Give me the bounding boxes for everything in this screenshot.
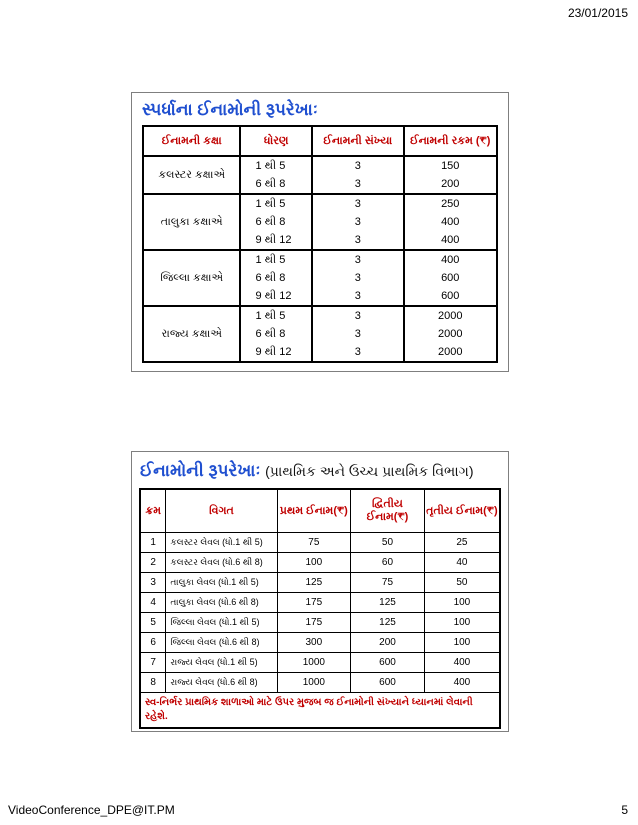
third-prize-cell: 50: [424, 573, 500, 593]
col-header-level: ઈનામની કક્ષા: [143, 126, 240, 156]
second-prize-cell: 125: [351, 613, 425, 633]
amount-cell: 400: [404, 250, 498, 269]
col-header-standard: ધોરણ: [240, 126, 312, 156]
col-header-serial: ક્રમ: [140, 489, 166, 533]
table-row: [143, 194, 497, 213]
count-cell: 3: [312, 194, 404, 213]
col-header-amount: ઈનામની રકમ (₹): [404, 126, 498, 156]
standard-cell: 9 થી 12: [240, 343, 312, 362]
standard-cell: 1 થી 5: [240, 156, 312, 175]
amount-cell: 600: [404, 287, 498, 306]
second-prize-cell: 600: [351, 653, 425, 673]
amount-cell: 400: [404, 213, 498, 231]
standard-cell: 1 થી 5: [240, 194, 312, 213]
amount-cell: 2000: [404, 343, 498, 362]
detail-cell: જિલ્લા લેવલ (ધો.1 થી 5): [166, 613, 277, 633]
count-cell: 3: [312, 325, 404, 343]
detail-cell: તાલુકા લેવલ (ધો.6 થી 8): [166, 593, 277, 613]
count-cell: 3: [312, 287, 404, 306]
standard-cell: 1 થી 5: [240, 306, 312, 325]
first-prize-cell: 1000: [277, 673, 351, 693]
count-cell: 3: [312, 306, 404, 325]
first-prize-cell: 1000: [277, 653, 351, 673]
detail-cell: રાજ્ય લેવલ (ધો.6 થી 8): [166, 673, 277, 693]
table-row: [140, 653, 500, 673]
count-cell: 3: [312, 343, 404, 362]
amount-cell: 2000: [404, 306, 498, 325]
serial-cell: 6: [140, 633, 166, 653]
table-row: [143, 306, 497, 325]
competition-prize-table: [142, 125, 498, 363]
level-cell: રાજ્ય કક્ષાએ: [143, 306, 240, 362]
level-cell: જિલ્લા કક્ષાએ: [143, 250, 240, 306]
count-cell: 3: [312, 250, 404, 269]
second-prize-cell: 60: [351, 553, 425, 573]
detail-cell: કલસ્ટર લેવલ (ધો.1 થી 5): [166, 533, 277, 553]
count-cell: 3: [312, 269, 404, 287]
count-cell: 3: [312, 175, 404, 194]
serial-cell: 1: [140, 533, 166, 553]
amount-cell: 250: [404, 194, 498, 213]
slide-competition-prizes: [131, 92, 509, 372]
first-prize-cell: 125: [277, 573, 351, 593]
first-prize-cell: 175: [277, 613, 351, 633]
detail-cell: રાજ્ય લેવલ (ધો.1 થી 5): [166, 653, 277, 673]
second-prize-cell: 125: [351, 593, 425, 613]
second-prize-cell: 75: [351, 573, 425, 593]
table-row: [140, 553, 500, 573]
table-row: [143, 250, 497, 269]
serial-cell: 8: [140, 673, 166, 693]
col-header-second: દ્વિતીય ઈનામ(₹): [351, 489, 425, 533]
amount-cell: 400: [404, 231, 498, 250]
level-prize-table: [139, 488, 501, 729]
table-note: સ્વ-નિર્ભર પ્રાથમિક શાળાઓ માટે ઉપર મુજબ જ ઈનામોની સંખ્યાને ધ્યાનમાં લેવાની રહેશે.: [140, 693, 500, 729]
slide1-title: સ્પર્ધાના ઈનામોની રૂપરેખાઃ: [142, 100, 318, 119]
header-date: 23/01/2015: [567, 6, 628, 20]
amount-cell: 200: [404, 175, 498, 194]
standard-cell: 9 થી 12: [240, 287, 312, 306]
serial-cell: 5: [140, 613, 166, 633]
slide-prize-outline-primary: [131, 451, 509, 732]
table-row: [143, 156, 497, 175]
third-prize-cell: 100: [424, 613, 500, 633]
count-cell: 3: [312, 156, 404, 175]
third-prize-cell: 100: [424, 593, 500, 613]
amount-cell: 600: [404, 269, 498, 287]
col-header-third: તૃતીય ઈનામ(₹): [424, 489, 500, 533]
slide2-title-sub: (પ્રાથમિક અને ઉચ્ચ પ્રાથમિક વિભાગ): [265, 463, 474, 479]
serial-cell: 7: [140, 653, 166, 673]
second-prize-cell: 600: [351, 673, 425, 693]
standard-cell: 6 થી 8: [240, 213, 312, 231]
first-prize-cell: 100: [277, 553, 351, 573]
standard-cell: 6 થી 8: [240, 325, 312, 343]
detail-cell: જિલ્લા લેવલ (ધો.6 થી 8): [166, 633, 277, 653]
col-header-first: પ્રથમ ઈનામ(₹): [277, 489, 351, 533]
first-prize-cell: 175: [277, 593, 351, 613]
third-prize-cell: 25: [424, 533, 500, 553]
table-row: [140, 673, 500, 693]
page-number: 5: [621, 803, 628, 817]
serial-cell: 2: [140, 553, 166, 573]
amount-cell: 150: [404, 156, 498, 175]
slide2-title-main: ઈનામોની રૂપરેખાઃ: [140, 461, 261, 480]
amount-cell: 2000: [404, 325, 498, 343]
table-row: [140, 573, 500, 593]
level-cell: કલસ્ટર કક્ષાએ: [143, 156, 240, 194]
table-header-row: [140, 489, 500, 533]
table-header-row: [143, 126, 497, 156]
slide2-title: [140, 460, 474, 482]
second-prize-cell: 200: [351, 633, 425, 653]
table-row: [140, 613, 500, 633]
footer-source: VideoConference_DPE@IT.PM: [8, 803, 175, 817]
standard-cell: 9 થી 12: [240, 231, 312, 250]
col-header-count: ઈનામની સંખ્યા: [312, 126, 404, 156]
third-prize-cell: 400: [424, 653, 500, 673]
serial-cell: 4: [140, 593, 166, 613]
detail-cell: તાલુકા લેવલ (ધો.1 થી 5): [166, 573, 277, 593]
table-row: [140, 593, 500, 613]
third-prize-cell: 40: [424, 553, 500, 573]
table-note-row: [140, 693, 500, 729]
count-cell: 3: [312, 213, 404, 231]
second-prize-cell: 50: [351, 533, 425, 553]
count-cell: 3: [312, 231, 404, 250]
third-prize-cell: 100: [424, 633, 500, 653]
detail-cell: કલસ્ટર લેવલ (ધો.6 થી 8): [166, 553, 277, 573]
serial-cell: 3: [140, 573, 166, 593]
col-header-detail: વિગત: [166, 489, 277, 533]
standard-cell: 6 થી 8: [240, 175, 312, 194]
first-prize-cell: 300: [277, 633, 351, 653]
standard-cell: 1 થી 5: [240, 250, 312, 269]
first-prize-cell: 75: [277, 533, 351, 553]
table-row: [140, 533, 500, 553]
level-cell: તાલુકા કક્ષાએ: [143, 194, 240, 250]
standard-cell: 6 થી 8: [240, 269, 312, 287]
table-row: [140, 633, 500, 653]
third-prize-cell: 400: [424, 673, 500, 693]
